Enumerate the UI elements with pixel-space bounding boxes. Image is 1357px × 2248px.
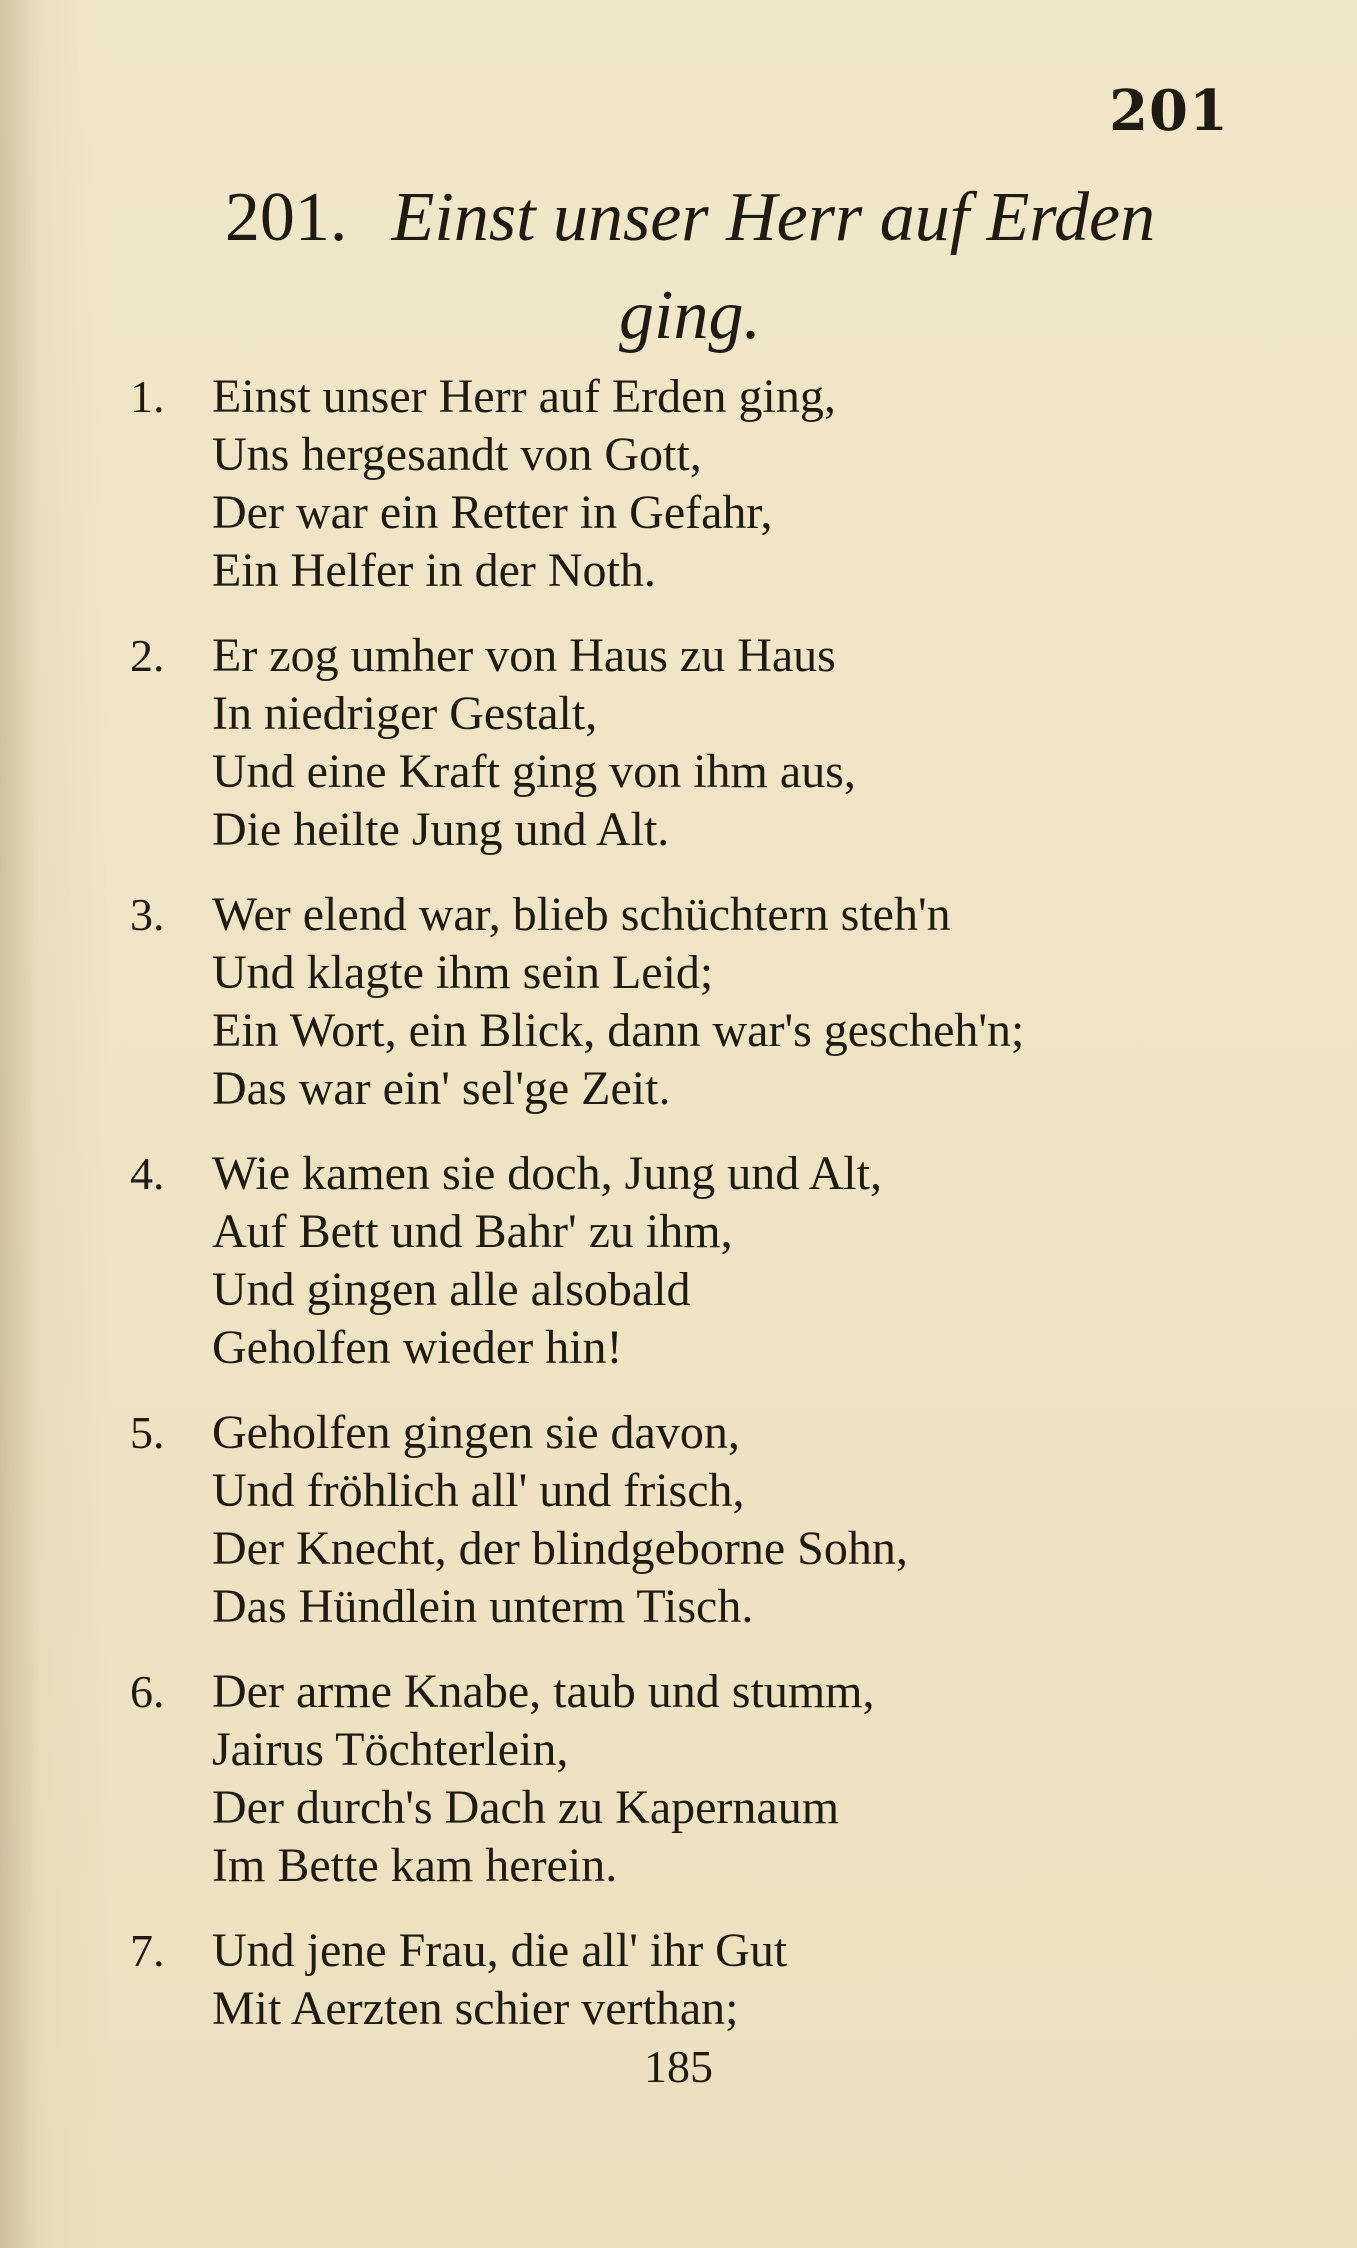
- verse-line: Die heilte Jung und Alt.: [212, 803, 670, 856]
- verse-lines: [212, 1404, 1260, 1636]
- verse-line: Er zog umher von Haus zu Haus: [212, 629, 836, 682]
- verse-line: Ein Wort, ein Blick, dann war's gescheh'n;: [212, 1004, 1025, 1057]
- hymn-title-text-continued: ging.: [619, 277, 761, 354]
- verse-line: Wer elend war, blieb schüchtern steh'n: [212, 888, 951, 941]
- verse-number: 1.: [130, 371, 165, 422]
- verse-line: Und fröhlich all' und frisch,: [212, 1464, 745, 1517]
- verse-line: Der durch's Dach zu Kapernaum: [212, 1781, 840, 1834]
- verse-line: Auf Bett und Bahr' zu ihm,: [212, 1205, 733, 1258]
- verse-line: Und jene Frau, die all' ihr Gut: [212, 1924, 788, 1977]
- verse-line: Wie kamen sie doch, Jung und Alt,: [212, 1147, 882, 1200]
- verse-line: Das war ein' sel'ge Zeit.: [212, 1062, 671, 1115]
- verse-number: 5.: [130, 1407, 165, 1458]
- hymn-title-line-2: [160, 266, 1220, 364]
- verse-line: Uns hergesandt von Gott,: [212, 428, 702, 481]
- verse: [130, 1663, 1260, 1895]
- verse-line: Der arme Knabe, taub und stumm,: [212, 1665, 875, 1718]
- verse: [130, 627, 1260, 859]
- verse-line: Der Knecht, der blindgeborne Sohn,: [212, 1522, 908, 1575]
- verse-line: Jairus Töchterlein,: [212, 1723, 569, 1776]
- verse: [130, 1404, 1260, 1636]
- verse: [130, 1922, 1260, 2038]
- hymn-title-text: Einst unser Herr auf Erden: [391, 179, 1156, 256]
- verse-line: Und klagte ihm sein Leid;: [212, 946, 714, 999]
- verse-line: Geholfen gingen sie davon,: [212, 1406, 740, 1459]
- verse-line: Einst unser Herr auf Erden ging,: [212, 370, 836, 423]
- verse-line: Das Hündlein unterm Tisch.: [212, 1580, 754, 1633]
- verse-line: In niedriger Gestalt,: [212, 687, 598, 740]
- verse-line: Geholfen wieder hin!: [212, 1321, 623, 1374]
- verse-line: Der war ein Retter in Gefahr,: [212, 486, 773, 539]
- hymn-title-line-1: [160, 168, 1220, 266]
- verse-number: 2.: [130, 630, 165, 681]
- verse: [130, 1145, 1260, 1377]
- hymn-title: [160, 168, 1220, 364]
- verse-lines: [212, 627, 1260, 859]
- verse-line: Und eine Kraft ging von ihm aus,: [212, 745, 856, 798]
- hymn-verses: [130, 368, 1260, 2065]
- verse-lines: [212, 886, 1260, 1118]
- verse-line: Und gingen alle alsobald: [212, 1263, 691, 1316]
- verse-line: Mit Aerzten schier verthan;: [212, 1982, 739, 2035]
- verse-lines: [212, 1922, 1260, 2038]
- verse-number: 3.: [130, 889, 165, 940]
- verse-number: 4.: [130, 1148, 165, 1199]
- verse-line: Im Bette kam herein.: [212, 1839, 618, 1892]
- verse-number: 6.: [130, 1666, 165, 1717]
- verse-lines: [212, 368, 1260, 600]
- verse-line: Ein Helfer in der Noth.: [212, 544, 656, 597]
- page-number: 201: [1109, 78, 1229, 144]
- verse: [130, 886, 1260, 1118]
- verse-number: 7.: [130, 1925, 165, 1976]
- verse-lines: [212, 1145, 1260, 1377]
- verse-lines: [212, 1663, 1260, 1895]
- verse: [130, 368, 1260, 600]
- hymn-number: 201.: [224, 179, 348, 256]
- footer-page-number: 185: [644, 2041, 713, 2092]
